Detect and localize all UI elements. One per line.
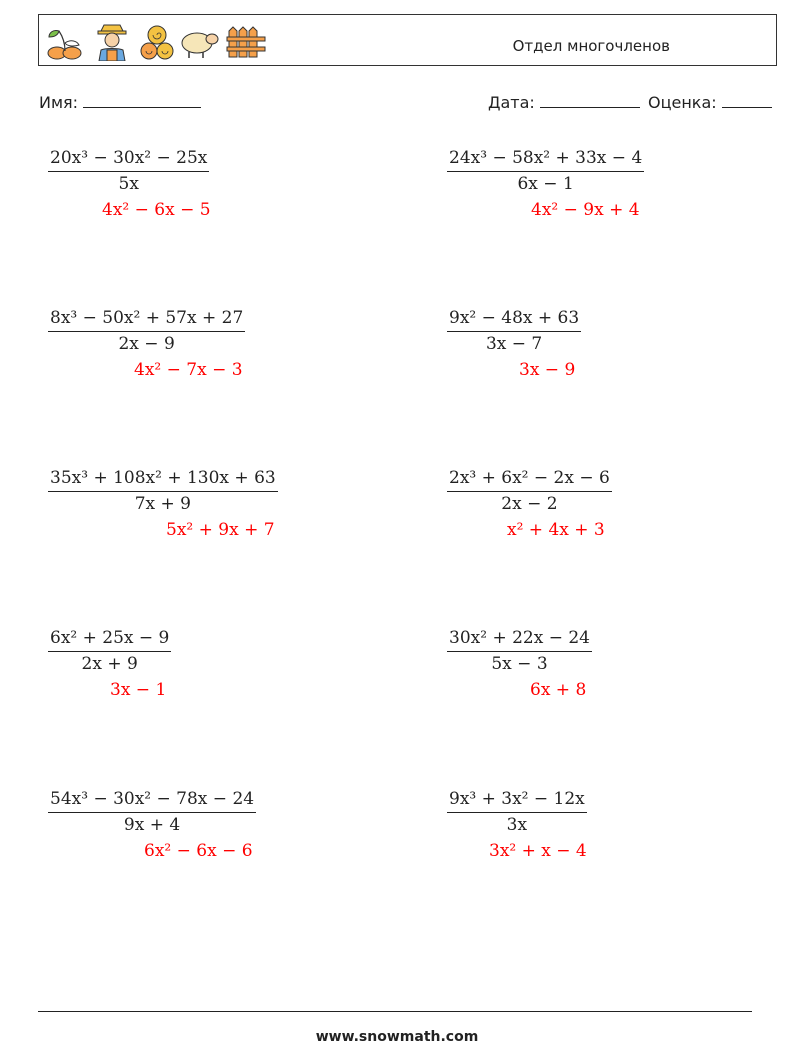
sheep-icon [179,21,221,61]
grade-field [648,93,772,112]
farmer-icon [93,21,131,61]
fraction [447,148,644,194]
hay-bales-icon [139,21,175,61]
answer: 4x² − 6x − 5 [102,200,211,220]
denominator: 5x [118,174,139,194]
denominator: 9x + 4 [123,815,181,835]
numerator: 24x³ − 58x² + 33x − 4 [447,148,644,172]
footer-url[interactable]: www.snowmath.com [315,1029,479,1045]
page-title: Отдел многочленов [512,37,670,55]
denominator: 5x − 3 [491,654,548,674]
answer: 3x − 9 [519,360,576,380]
answer: 3x² + x − 4 [489,841,587,861]
fraction [48,628,171,674]
answer: x² + 4x + 3 [507,520,605,540]
fraction [48,308,245,354]
numerator: 35x³ + 108x² + 130x + 63 [48,468,278,492]
numerator: 8x³ − 50x² + 57x + 27 [48,308,245,332]
fraction [447,789,587,835]
numerator: 2x³ + 6x² − 2x − 6 [447,468,612,492]
numerator: 9x³ + 3x² − 12x [447,789,587,813]
denominator: 7x + 9 [134,494,191,514]
fraction [48,789,256,835]
denominator: 2x + 9 [81,654,138,674]
name-blank[interactable] [83,93,201,108]
answer: 6x² − 6x − 6 [144,841,253,861]
numerator: 6x² + 25x − 9 [48,628,171,652]
numerator: 20x³ − 30x² − 25x [48,148,209,172]
fraction [48,468,278,514]
sprout-icon [45,21,85,61]
fraction [48,148,209,194]
date-field [488,93,640,112]
answer: 4x² − 7x − 3 [134,360,243,380]
numerator: 30x² + 22x − 24 [447,628,592,652]
name-label: Имя: [39,93,79,112]
fraction [447,628,592,674]
fraction [447,468,612,514]
denominator: 3x [506,815,528,835]
denominator: 2x − 2 [501,494,558,514]
answer: 6x + 8 [530,680,587,700]
answer: 3x − 1 [110,680,167,700]
denominator: 6x − 1 [517,174,574,194]
denominator: 3x − 7 [485,334,543,354]
grade-label: Оценка: [648,93,717,112]
fence-icon [225,21,267,61]
numerator: 54x³ − 30x² − 78x − 24 [48,789,256,813]
grade-blank[interactable] [722,93,772,108]
denominator: 2x − 9 [118,334,175,354]
footer-divider [38,1011,752,1012]
worksheet-header [38,14,777,66]
fraction [447,308,581,354]
name-field [39,93,201,112]
numerator: 9x² − 48x + 63 [447,308,581,332]
answer: 4x² − 9x + 4 [531,200,640,220]
date-blank[interactable] [540,93,640,108]
date-label: Дата: [488,93,535,112]
answer: 5x² + 9x + 7 [166,520,275,540]
